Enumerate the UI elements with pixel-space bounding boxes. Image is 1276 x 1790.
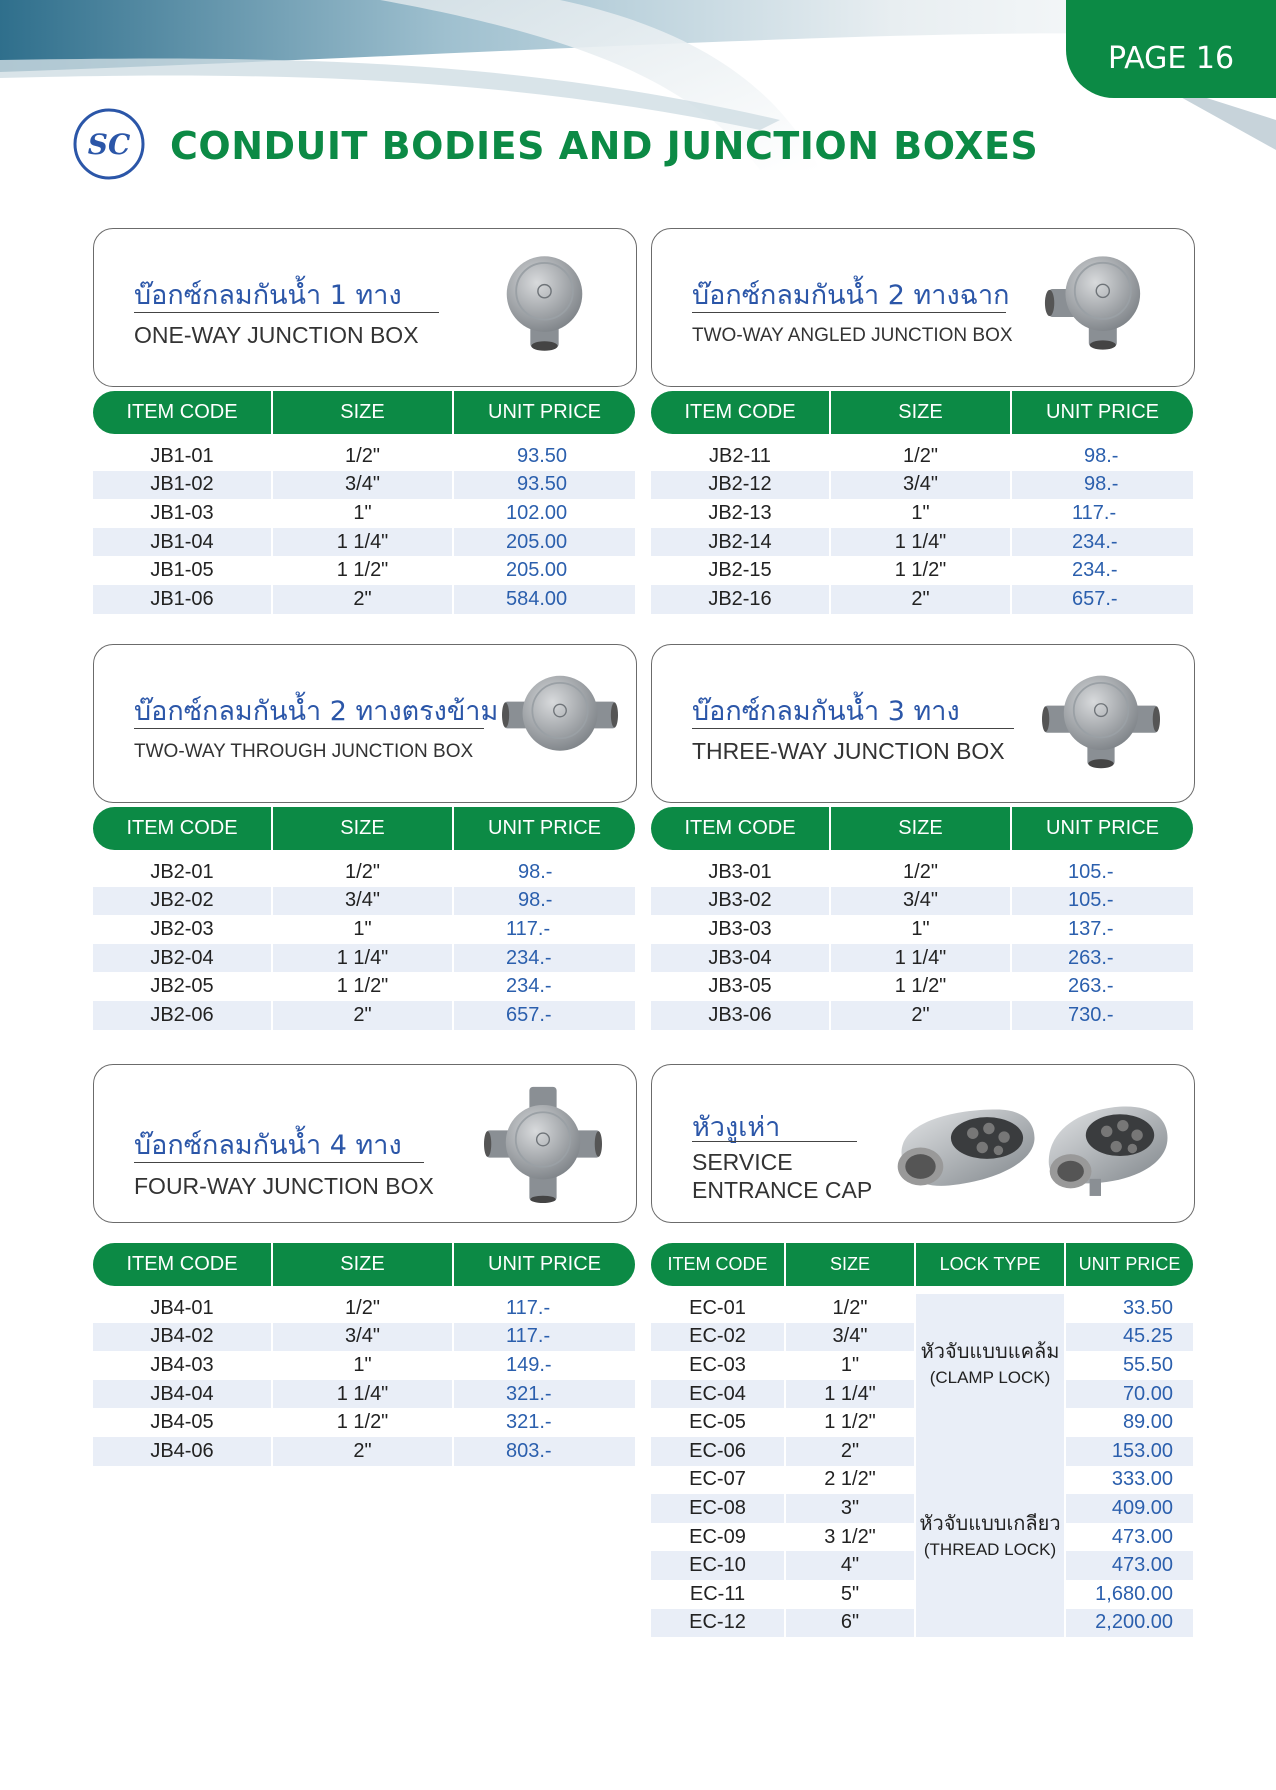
- product-name-english: FOUR-WAY JUNCTION BOX: [134, 1173, 434, 1199]
- table-row: JB3-03 1" 137.-: [651, 915, 1193, 944]
- product-card-four-way: [93, 1064, 637, 1223]
- table-row: JB2-15 1 1/2" 234.-: [651, 556, 1193, 585]
- table-row: JB3-01 1/2" 105.-: [651, 858, 1193, 887]
- product-card-three-way: [651, 644, 1195, 803]
- svg-text:SC: SC: [87, 128, 131, 161]
- table-row: JB4-05 1 1/2" 321.-: [93, 1408, 635, 1437]
- product-name-english-line2: ENTRANCE CAP: [692, 1177, 873, 1203]
- table-row: EC-04 1 1/4" 70.00: [651, 1380, 1193, 1409]
- column-header-size: SIZE: [831, 807, 1012, 850]
- four-way-junction-box-image: [484, 1081, 602, 1207]
- product-card-service-entrance-cap: [651, 1064, 1195, 1223]
- table-row: JB1-05 1 1/2" 205.00: [93, 556, 635, 585]
- column-header-item-code: ITEM CODE: [651, 1243, 786, 1286]
- table-row: JB1-01 1/2" 93.50: [93, 442, 635, 471]
- table-row: JB2-01 1/2" 98.-: [93, 858, 635, 887]
- lock-type-thread: หัวจับแบบเกลียว (THREAD LOCK): [916, 1437, 1066, 1637]
- title-underline: [692, 312, 1006, 313]
- title-underline: [692, 1141, 857, 1142]
- column-header-size: SIZE: [273, 1243, 454, 1286]
- table-row: JB4-04 1 1/4" 321.-: [93, 1380, 635, 1409]
- column-header-unit-price: UNIT PRICE: [454, 391, 635, 434]
- table-row: JB2-11 1/2" 98.-: [651, 442, 1193, 471]
- table-row: EC-07 2 1/2" 333.00: [651, 1466, 1193, 1495]
- table-row: JB2-13 1" 117.-: [651, 499, 1193, 528]
- product-name-english: ONE-WAY JUNCTION BOX: [134, 322, 419, 348]
- column-header-item-code: ITEM CODE: [93, 807, 273, 850]
- table-row: JB1-03 1" 102.00: [93, 499, 635, 528]
- product-name-thai: บ๊อกซ์กลมกันน้ำ 1 ทาง: [134, 280, 402, 311]
- table-row: JB4-01 1/2" 117.-: [93, 1294, 635, 1323]
- column-header-item-code: ITEM CODE: [93, 391, 273, 434]
- column-header-item-code: ITEM CODE: [93, 1243, 273, 1286]
- table-row: EC-11 5" 1,680.00: [651, 1580, 1193, 1609]
- table-row: JB1-02 3/4" 93.50: [93, 471, 635, 500]
- product-name-english-line1: SERVICE: [692, 1149, 793, 1175]
- two-way-through-junction-box-image: [502, 669, 618, 761]
- table-row: JB1-04 1 1/4" 205.00: [93, 528, 635, 557]
- table-row: EC-08 3" 409.00: [651, 1494, 1193, 1523]
- product-name-english: THREE-WAY JUNCTION BOX: [692, 738, 1005, 764]
- two-way-angled-junction-box-image: [1044, 249, 1156, 357]
- price-table-two-way-through: [93, 807, 635, 1030]
- one-way-junction-box-image: [502, 251, 587, 356]
- column-header-size: SIZE: [786, 1243, 916, 1286]
- page-number-badge: PAGE 16: [1066, 0, 1276, 98]
- table-row: JB4-02 3/4" 117.-: [93, 1323, 635, 1352]
- price-table-service-entrance-cap: [651, 1243, 1193, 1637]
- page-title: CONDUIT BODIES AND JUNCTION BOXES: [170, 124, 1039, 168]
- service-entrance-cap-image: [892, 1095, 1177, 1200]
- column-header-unit-price: UNIT PRICE: [1066, 1243, 1193, 1286]
- column-header-item-code: ITEM CODE: [651, 807, 831, 850]
- table-row: JB3-02 3/4" 105.-: [651, 887, 1193, 916]
- column-header-size: SIZE: [273, 391, 454, 434]
- column-header-size: SIZE: [831, 391, 1012, 434]
- price-table-two-way-angled: [651, 391, 1193, 614]
- column-header-unit-price: UNIT PRICE: [1012, 391, 1193, 434]
- table-row: JB2-06 2" 657.-: [93, 1001, 635, 1030]
- table-row: EC-09 3 1/2" 473.00: [651, 1523, 1193, 1552]
- product-name-english: TWO-WAY THROUGH JUNCTION BOX: [134, 741, 474, 762]
- column-header-unit-price: UNIT PRICE: [454, 1243, 635, 1286]
- table-row: JB2-14 1 1/4" 234.-: [651, 528, 1193, 557]
- price-table-four-way: [93, 1243, 635, 1466]
- product-card-two-way-angled: [651, 228, 1195, 387]
- table-row: JB2-03 1" 117.-: [93, 915, 635, 944]
- column-header-size: SIZE: [273, 807, 454, 850]
- title-underline: [134, 1162, 424, 1163]
- price-table-one-way: [93, 391, 635, 614]
- column-header-unit-price: UNIT PRICE: [1012, 807, 1193, 850]
- column-header-unit-price: UNIT PRICE: [454, 807, 635, 850]
- product-name-thai: บ๊อกซ์กลมกันน้ำ 3 ทาง: [692, 696, 960, 727]
- three-way-junction-box-image: [1042, 667, 1160, 775]
- title-underline: [134, 728, 484, 729]
- table-row: JB3-04 1 1/4" 263.-: [651, 944, 1193, 973]
- product-name-thai: บ๊อกซ์กลมกันน้ำ 2 ทางตรงข้าม: [134, 696, 499, 727]
- product-name-thai: หัวงูเห่า: [692, 1112, 781, 1143]
- product-name-thai: บ๊อกซ์กลมกันน้ำ 2 ทางฉาก: [692, 280, 1010, 311]
- table-row: JB2-16 2" 657.-: [651, 585, 1193, 614]
- table-row: JB1-06 2" 584.00: [93, 585, 635, 614]
- title-underline: [134, 312, 439, 313]
- table-row: JB4-03 1" 149.-: [93, 1351, 635, 1380]
- table-row: JB4-06 2" 803.-: [93, 1437, 635, 1466]
- product-name-english: TWO-WAY ANGLED JUNCTION BOX: [692, 325, 1013, 346]
- table-row: EC-06 2" หัวจับแบบเกลียว (THREAD LOCK) 153.00: [651, 1437, 1193, 1466]
- column-header-lock-type: LOCK TYPE: [916, 1243, 1066, 1286]
- column-header-item-code: ITEM CODE: [651, 391, 831, 434]
- table-row: EC-12 6" 2,200.00: [651, 1609, 1193, 1638]
- table-row: EC-03 1" 55.50: [651, 1351, 1193, 1380]
- table-row: JB3-06 2" 730.-: [651, 1001, 1193, 1030]
- table-row: EC-02 3/4" 45.25: [651, 1323, 1193, 1352]
- table-row: JB2-04 1 1/4" 234.-: [93, 944, 635, 973]
- table-row: JB2-12 3/4" 98.-: [651, 471, 1193, 500]
- lock-type-clamp: หัวจับแบบแคล้ม (CLAMP LOCK): [916, 1294, 1066, 1437]
- product-card-one-way: [93, 228, 637, 387]
- product-name-thai: บ๊อกซ์กลมกันน้ำ 4 ทาง: [134, 1130, 402, 1161]
- table-row: EC-05 1 1/2" 89.00: [651, 1408, 1193, 1437]
- title-underline: [692, 728, 1014, 729]
- sc-logo: [72, 107, 146, 181]
- table-row: JB2-02 3/4" 98.-: [93, 887, 635, 916]
- table-row: EC-01 1/2" หัวจับแบบแคล้ม (CLAMP LOCK) 33.50: [651, 1294, 1193, 1323]
- table-row: JB3-05 1 1/2" 263.-: [651, 972, 1193, 1001]
- price-table-three-way: [651, 807, 1193, 1030]
- product-card-two-way-through: [93, 644, 637, 803]
- table-row: EC-10 4" 473.00: [651, 1551, 1193, 1580]
- table-row: JB2-05 1 1/2" 234.-: [93, 972, 635, 1001]
